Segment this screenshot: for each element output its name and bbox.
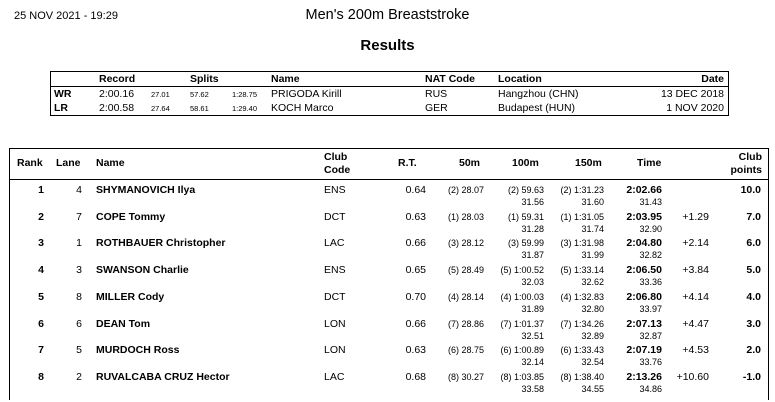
final-time: 2:04.80 bbox=[626, 237, 662, 250]
split-150m-lap: 32.62 bbox=[581, 277, 604, 288]
record-split: 27.01 bbox=[151, 90, 170, 99]
reaction-time: 0.63 bbox=[405, 344, 426, 357]
final-lap: 32.87 bbox=[639, 330, 662, 341]
col-club-code: Code bbox=[324, 164, 351, 176]
split-150m-lap: 32.80 bbox=[581, 303, 604, 314]
col-150m: 150m bbox=[575, 157, 602, 169]
split-150m: (3) 1:31.98 bbox=[560, 238, 604, 249]
time-behind: +3.84 bbox=[682, 264, 709, 277]
col-50m: 50m bbox=[459, 157, 481, 169]
final-lap: 32.82 bbox=[639, 250, 662, 261]
lane-cell: 3 bbox=[76, 264, 82, 277]
record-time: 2:00.16 bbox=[99, 88, 135, 100]
table-row bbox=[10, 340, 768, 366]
record-split: 58.61 bbox=[190, 104, 209, 113]
rank-cell: 6 bbox=[38, 317, 44, 330]
final-time: 2:03.95 bbox=[626, 210, 662, 223]
split-150m: (1) 1:31.05 bbox=[560, 211, 604, 222]
reaction-time: 0.66 bbox=[405, 317, 426, 330]
record-location: Budapest (HUN) bbox=[498, 102, 576, 114]
record-date: 13 DEC 2018 bbox=[660, 88, 724, 100]
split-100m: (8) 1:03.85 bbox=[500, 371, 544, 382]
record-row bbox=[51, 101, 728, 115]
split-150m-lap: 31.74 bbox=[581, 223, 604, 234]
record-nat: GER bbox=[425, 102, 448, 114]
club-code: ENS bbox=[324, 264, 346, 277]
record-date: 1 NOV 2020 bbox=[666, 102, 724, 114]
split-50m: (3) 28.12 bbox=[447, 238, 484, 249]
lane-cell: 6 bbox=[76, 317, 82, 330]
reaction-time: 0.65 bbox=[405, 264, 426, 277]
club-points: -1.0 bbox=[742, 370, 761, 383]
split-150m-lap: 32.89 bbox=[581, 330, 604, 341]
swimmer-name: RUVALCABA CRUZ Hector bbox=[96, 370, 230, 383]
time-behind: +4.47 bbox=[682, 317, 709, 330]
table-row bbox=[10, 180, 768, 206]
rank-cell: 2 bbox=[38, 210, 44, 223]
records-table bbox=[50, 71, 729, 116]
split-100m: (1) 59.31 bbox=[507, 211, 544, 222]
club-code: LAC bbox=[324, 370, 345, 383]
reaction-time: 0.66 bbox=[405, 237, 426, 250]
split-100m-lap: 31.56 bbox=[521, 197, 544, 207]
record-holder: KOCH Marco bbox=[271, 102, 334, 114]
final-lap: 33.76 bbox=[639, 357, 662, 368]
split-100m-lap: 32.51 bbox=[521, 330, 544, 341]
split-50m: (8) 30.27 bbox=[447, 371, 484, 382]
split-50m: (2) 28.07 bbox=[447, 185, 484, 195]
lane-cell: 5 bbox=[76, 344, 82, 357]
table-row bbox=[10, 314, 768, 340]
split-150m: (7) 1:34.26 bbox=[560, 318, 604, 329]
results-header bbox=[10, 149, 768, 180]
split-100m-lap: 33.58 bbox=[521, 383, 544, 394]
col-location: Location bbox=[498, 73, 542, 85]
record-time: 2:00.58 bbox=[99, 102, 135, 114]
swimmer-name: MURDOCH Ross bbox=[96, 344, 180, 357]
split-100m-lap: 32.14 bbox=[521, 357, 544, 368]
split-100m: (6) 1:00.89 bbox=[500, 345, 544, 356]
club-code: LON bbox=[324, 344, 346, 357]
club-points: 6.0 bbox=[746, 237, 761, 250]
split-50m: (1) 28.03 bbox=[447, 211, 484, 222]
final-time: 2:07.19 bbox=[626, 344, 662, 357]
final-time: 2:07.13 bbox=[626, 317, 662, 330]
record-nat: RUS bbox=[425, 88, 448, 100]
col-time: Time bbox=[637, 157, 662, 169]
record-split: 27.64 bbox=[151, 104, 170, 113]
col-club-points: Club bbox=[738, 151, 762, 163]
time-behind: +4.53 bbox=[682, 344, 709, 357]
lane-cell: 7 bbox=[76, 210, 82, 223]
lane-cell: 1 bbox=[76, 237, 82, 250]
club-points: 5.0 bbox=[746, 264, 761, 277]
record-row bbox=[51, 87, 728, 101]
split-100m: (2) 59.63 bbox=[507, 185, 544, 195]
col-name: Name bbox=[271, 73, 300, 85]
time-behind: +1.29 bbox=[682, 210, 709, 223]
col-rank: Rank bbox=[17, 157, 43, 169]
record-type: LR bbox=[54, 102, 68, 114]
reaction-time: 0.64 bbox=[405, 184, 426, 196]
record-split: 1:28.75 bbox=[232, 90, 258, 99]
col-splits: Splits bbox=[190, 73, 219, 85]
time-behind: +4.14 bbox=[682, 290, 709, 303]
split-100m: (3) 59.99 bbox=[507, 238, 544, 249]
reaction-time: 0.68 bbox=[405, 370, 426, 383]
split-150m: (2) 1:31.23 bbox=[560, 185, 604, 195]
split-100m-lap: 32.03 bbox=[521, 277, 544, 288]
time-behind: +2.14 bbox=[682, 237, 709, 250]
reaction-time: 0.70 bbox=[405, 290, 426, 303]
split-150m-lap: 34.55 bbox=[581, 383, 604, 394]
final-time: 2:13.26 bbox=[626, 370, 662, 383]
club-points: 4.0 bbox=[746, 290, 761, 303]
split-150m: (5) 1:33.14 bbox=[560, 265, 604, 276]
club-points: 2.0 bbox=[746, 344, 761, 357]
table-row bbox=[10, 207, 768, 233]
col-nat-code: NAT Code bbox=[425, 73, 475, 85]
swimmer-name: SHYMANOVICH Ilya bbox=[96, 184, 196, 196]
record-split: 57.62 bbox=[190, 90, 209, 99]
lane-cell: 4 bbox=[76, 184, 82, 196]
club-points: 10.0 bbox=[740, 184, 761, 196]
table-row bbox=[10, 233, 768, 259]
record-location: Hangzhou (CHN) bbox=[498, 88, 579, 100]
club-code: LAC bbox=[324, 237, 345, 250]
event-title: Men's 200m Breaststroke bbox=[305, 7, 470, 23]
col-club-points-2: points bbox=[730, 164, 762, 176]
record-holder: PRIGODA Kirill bbox=[271, 88, 342, 100]
col-100m: 100m bbox=[512, 157, 539, 169]
final-lap: 33.97 bbox=[639, 303, 662, 314]
rank-cell: 4 bbox=[38, 264, 44, 277]
split-150m-lap: 31.60 bbox=[581, 197, 604, 207]
swimmer-name: SWANSON Charlie bbox=[96, 264, 189, 277]
split-50m: (5) 28.49 bbox=[447, 265, 484, 276]
col-record: Record bbox=[99, 73, 136, 85]
final-lap: 31.43 bbox=[639, 197, 662, 207]
split-100m: (5) 1:00.52 bbox=[500, 265, 544, 276]
final-lap: 32.90 bbox=[639, 223, 662, 234]
rank-cell: 5 bbox=[38, 290, 44, 303]
final-time: 2:02.66 bbox=[626, 184, 662, 196]
record-type: WR bbox=[54, 88, 72, 100]
split-50m: (6) 28.75 bbox=[447, 345, 484, 356]
club-points: 3.0 bbox=[746, 317, 761, 330]
table-row bbox=[10, 367, 768, 393]
records-header bbox=[51, 72, 728, 87]
swimmer-name: COPE Tommy bbox=[96, 210, 166, 223]
split-100m-lap: 31.28 bbox=[521, 223, 544, 234]
club-code: DCT bbox=[324, 210, 346, 223]
club-code: DCT bbox=[324, 290, 346, 303]
table-row bbox=[10, 260, 768, 286]
split-150m: (4) 1:32.83 bbox=[560, 291, 604, 302]
split-150m-lap: 32.54 bbox=[581, 357, 604, 368]
rank-cell: 1 bbox=[38, 184, 44, 196]
split-100m: (4) 1:00.03 bbox=[500, 291, 544, 302]
club-code: ENS bbox=[324, 184, 346, 196]
col-rt: R.T. bbox=[398, 157, 417, 169]
lane-cell: 8 bbox=[76, 290, 82, 303]
rank-cell: 7 bbox=[38, 344, 44, 357]
results-table bbox=[9, 148, 769, 400]
rank-cell: 8 bbox=[38, 370, 44, 383]
record-split: 1:29.40 bbox=[232, 104, 258, 113]
split-100m-lap: 31.89 bbox=[521, 303, 544, 314]
table-row bbox=[10, 287, 768, 313]
results-heading: Results bbox=[360, 37, 415, 54]
col-name: Name bbox=[96, 157, 125, 169]
split-100m: (7) 1:01.37 bbox=[500, 318, 544, 329]
report-datetime: 25 NOV 2021 - 19:29 bbox=[14, 10, 118, 22]
final-lap: 34.86 bbox=[639, 383, 662, 394]
split-150m: (6) 1:33.43 bbox=[560, 345, 604, 356]
final-time: 2:06.80 bbox=[626, 290, 662, 303]
col-lane: Lane bbox=[56, 157, 81, 169]
swimmer-name: DEAN Tom bbox=[96, 317, 151, 330]
final-lap: 33.36 bbox=[639, 277, 662, 288]
col-club: Club bbox=[324, 151, 348, 163]
lane-cell: 2 bbox=[76, 370, 82, 383]
club-code: LON bbox=[324, 317, 346, 330]
col-date: Date bbox=[701, 73, 724, 85]
swimmer-name: MILLER Cody bbox=[96, 290, 165, 303]
reaction-time: 0.63 bbox=[405, 210, 426, 223]
split-100m-lap: 31.87 bbox=[521, 250, 544, 261]
time-behind: +10.60 bbox=[676, 370, 709, 383]
rank-cell: 3 bbox=[38, 237, 44, 250]
split-50m: (7) 28.86 bbox=[447, 318, 484, 329]
split-50m: (4) 28.14 bbox=[447, 291, 484, 302]
swimmer-name: ROTHBAUER Christopher bbox=[96, 237, 226, 250]
split-150m: (8) 1:38.40 bbox=[560, 371, 604, 382]
split-150m-lap: 31.99 bbox=[581, 250, 604, 261]
final-time: 2:06.50 bbox=[626, 264, 662, 277]
club-points: 7.0 bbox=[746, 210, 761, 223]
